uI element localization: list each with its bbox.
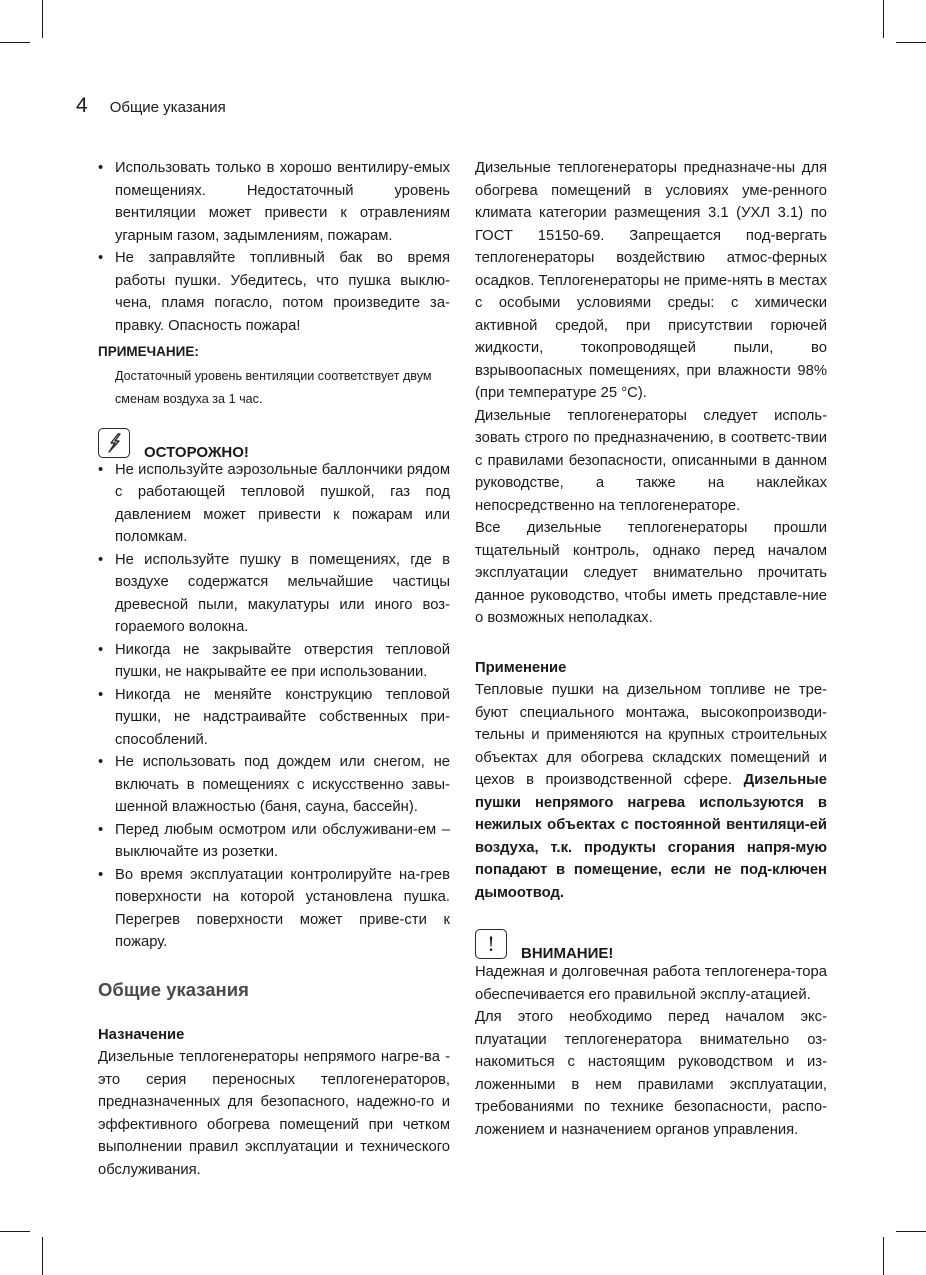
note-label: ПРИМЕЧАНИЕ:	[98, 344, 199, 359]
list-item: • Не использовать под дождем или снегом, не включать в помещениях с искусственно завы-шенной влажностью (баня, сауна, бассейн).	[98, 751, 450, 819]
top-bullet-list	[98, 157, 450, 337]
page-header	[76, 94, 226, 118]
list-item: • Никогда не закрывайте отверстия тепловой пушки, не накрывайте ее при использовании.	[98, 639, 450, 684]
paragraph: Дизельные теплогенераторы предназначе-ны для обогрева помещений в условиях уме-ренного климата категории размещения 3.1 (УХЛ 3.1) по ГОСТ 15150-69. Запрещается под-вергать теплогенераторы воздействию атмос-ферных осадков. Теплогенераторы не приме-нять в местах с особыми условиями среды: с химически активной средой, при присутствии горючей жидкости, токопроводящей пыли, во взрывоопасных помещениях, при влажности 98% (при температуре 25 °С).	[475, 160, 827, 401]
left-column	[98, 157, 450, 1181]
list-item: • Перед любым осмотром или обслуживани-ем – выключайте из розетки.	[98, 819, 450, 864]
purpose-title: Назначение	[98, 1026, 185, 1043]
paragraph: Дизельные теплогенераторы следует исполь-зовать строго по предназначению, в соответс-твии с правилами безопасности, описанными в данном руководстве, а также на наклейках непосредственно на теплогенераторе.	[475, 407, 827, 514]
crop-mark	[883, 1237, 884, 1275]
paragraph: Все дизельные теплогенераторы прошли тщательный контроль, однако перед началом эксплуатации следует внимательно прочитать данное руководство, чтобы иметь представле-ние о возможных неполадках.	[475, 520, 827, 626]
list-item: • Никогда не меняйте конструкцию тепловой пушки, не надстраивайте собственных при-способлений.	[98, 684, 450, 752]
crop-mark	[0, 1231, 30, 1232]
crop-mark	[896, 1231, 926, 1232]
lightning-warning-icon	[98, 428, 130, 458]
crop-mark	[42, 0, 43, 38]
running-title: Общие указания	[109, 99, 226, 116]
paragraph: Надежная и долговечная работа теплогенера-тора обеспечивается его правильной эксплу-атацией.	[475, 964, 827, 1003]
crop-mark	[883, 0, 884, 38]
list-item: • Не заправляйте топливный бак во время работы пушки. Убедитесь, что пушка выклю-чена, пламя погасло, потом произведите за-правку. Опасность пожара!	[98, 247, 450, 337]
application-bold: Дизельные пушки непрямого нагрева используются в нежилых объектах с постоянной вентиляци-ей воздуха, т.к. продукты сгорания напря-мую попадают в помещение, если не под-ключен дымоотвод.	[475, 772, 827, 901]
note-text: Достаточный уровень вентиляции соответствует двум сменам воздуха за 1 час.	[115, 368, 432, 406]
list-item: • Не используйте пушку в помещениях, где в воздухе содержатся мельчайшие частицы древесной пыли, макулатуры или иного воз-гораемого волокна.	[98, 549, 450, 639]
right-column	[475, 157, 827, 1141]
page-number: 4	[76, 94, 88, 117]
caution-bullet-list	[98, 459, 450, 954]
list-item: • Во время эксплуатации контролируйте на-грев поверхности на которой установлена пушка. Перегрев поверхности может приве-сти к пожару.	[98, 864, 450, 954]
caution-heading	[98, 428, 450, 461]
paragraph: Для этого необходимо перед началом экс-плуатации теплогенератора внимательно оз-накомиться с настоящим руководством и из-ложенными в нем правилами эксплуатации, требованиями по технике безопасности, распо-ложением и назначением органов управления.	[475, 1009, 827, 1138]
application-text	[475, 679, 827, 904]
caution-title: ОСТОРОЖНО!	[144, 443, 249, 461]
exclamation-warning-icon: !	[475, 929, 507, 959]
list-item: • Не используйте аэрозольные баллончики рядом с работающей тепловой пушкой, газ под давлением может привести к пожарам или поломкам.	[98, 459, 450, 549]
crop-mark	[0, 42, 30, 43]
crop-mark	[896, 42, 926, 43]
attention-title: ВНИМАНИЕ!	[521, 945, 614, 962]
crop-mark	[42, 1237, 43, 1275]
application-regular: Тепловые пушки на дизельном топливе не тре-буют специального монтажа, высокопроизводи-тельны и применяются на крупных строительных объектах для обогрева складских помещений и цехов в производственной сфере.	[475, 682, 827, 788]
attention-heading	[475, 929, 827, 962]
list-item: • Использовать только в хорошо вентилиру-емых помещениях. Недостаточный уровень вентиляции может привести к отравлениям угарным газом, задымлениям, пожарам.	[98, 157, 450, 247]
purpose-text: Дизельные теплогенераторы непрямого нагре-ва - это серия переносных теплогенераторов, предназначенных для безопасного, надежно-го и эффективного обогрева помещений при четком выполнении правил эксплуатации и технического обслуживания.	[98, 1049, 450, 1178]
section-title: Общие указания	[98, 978, 249, 1000]
application-title: Применение	[475, 659, 567, 676]
